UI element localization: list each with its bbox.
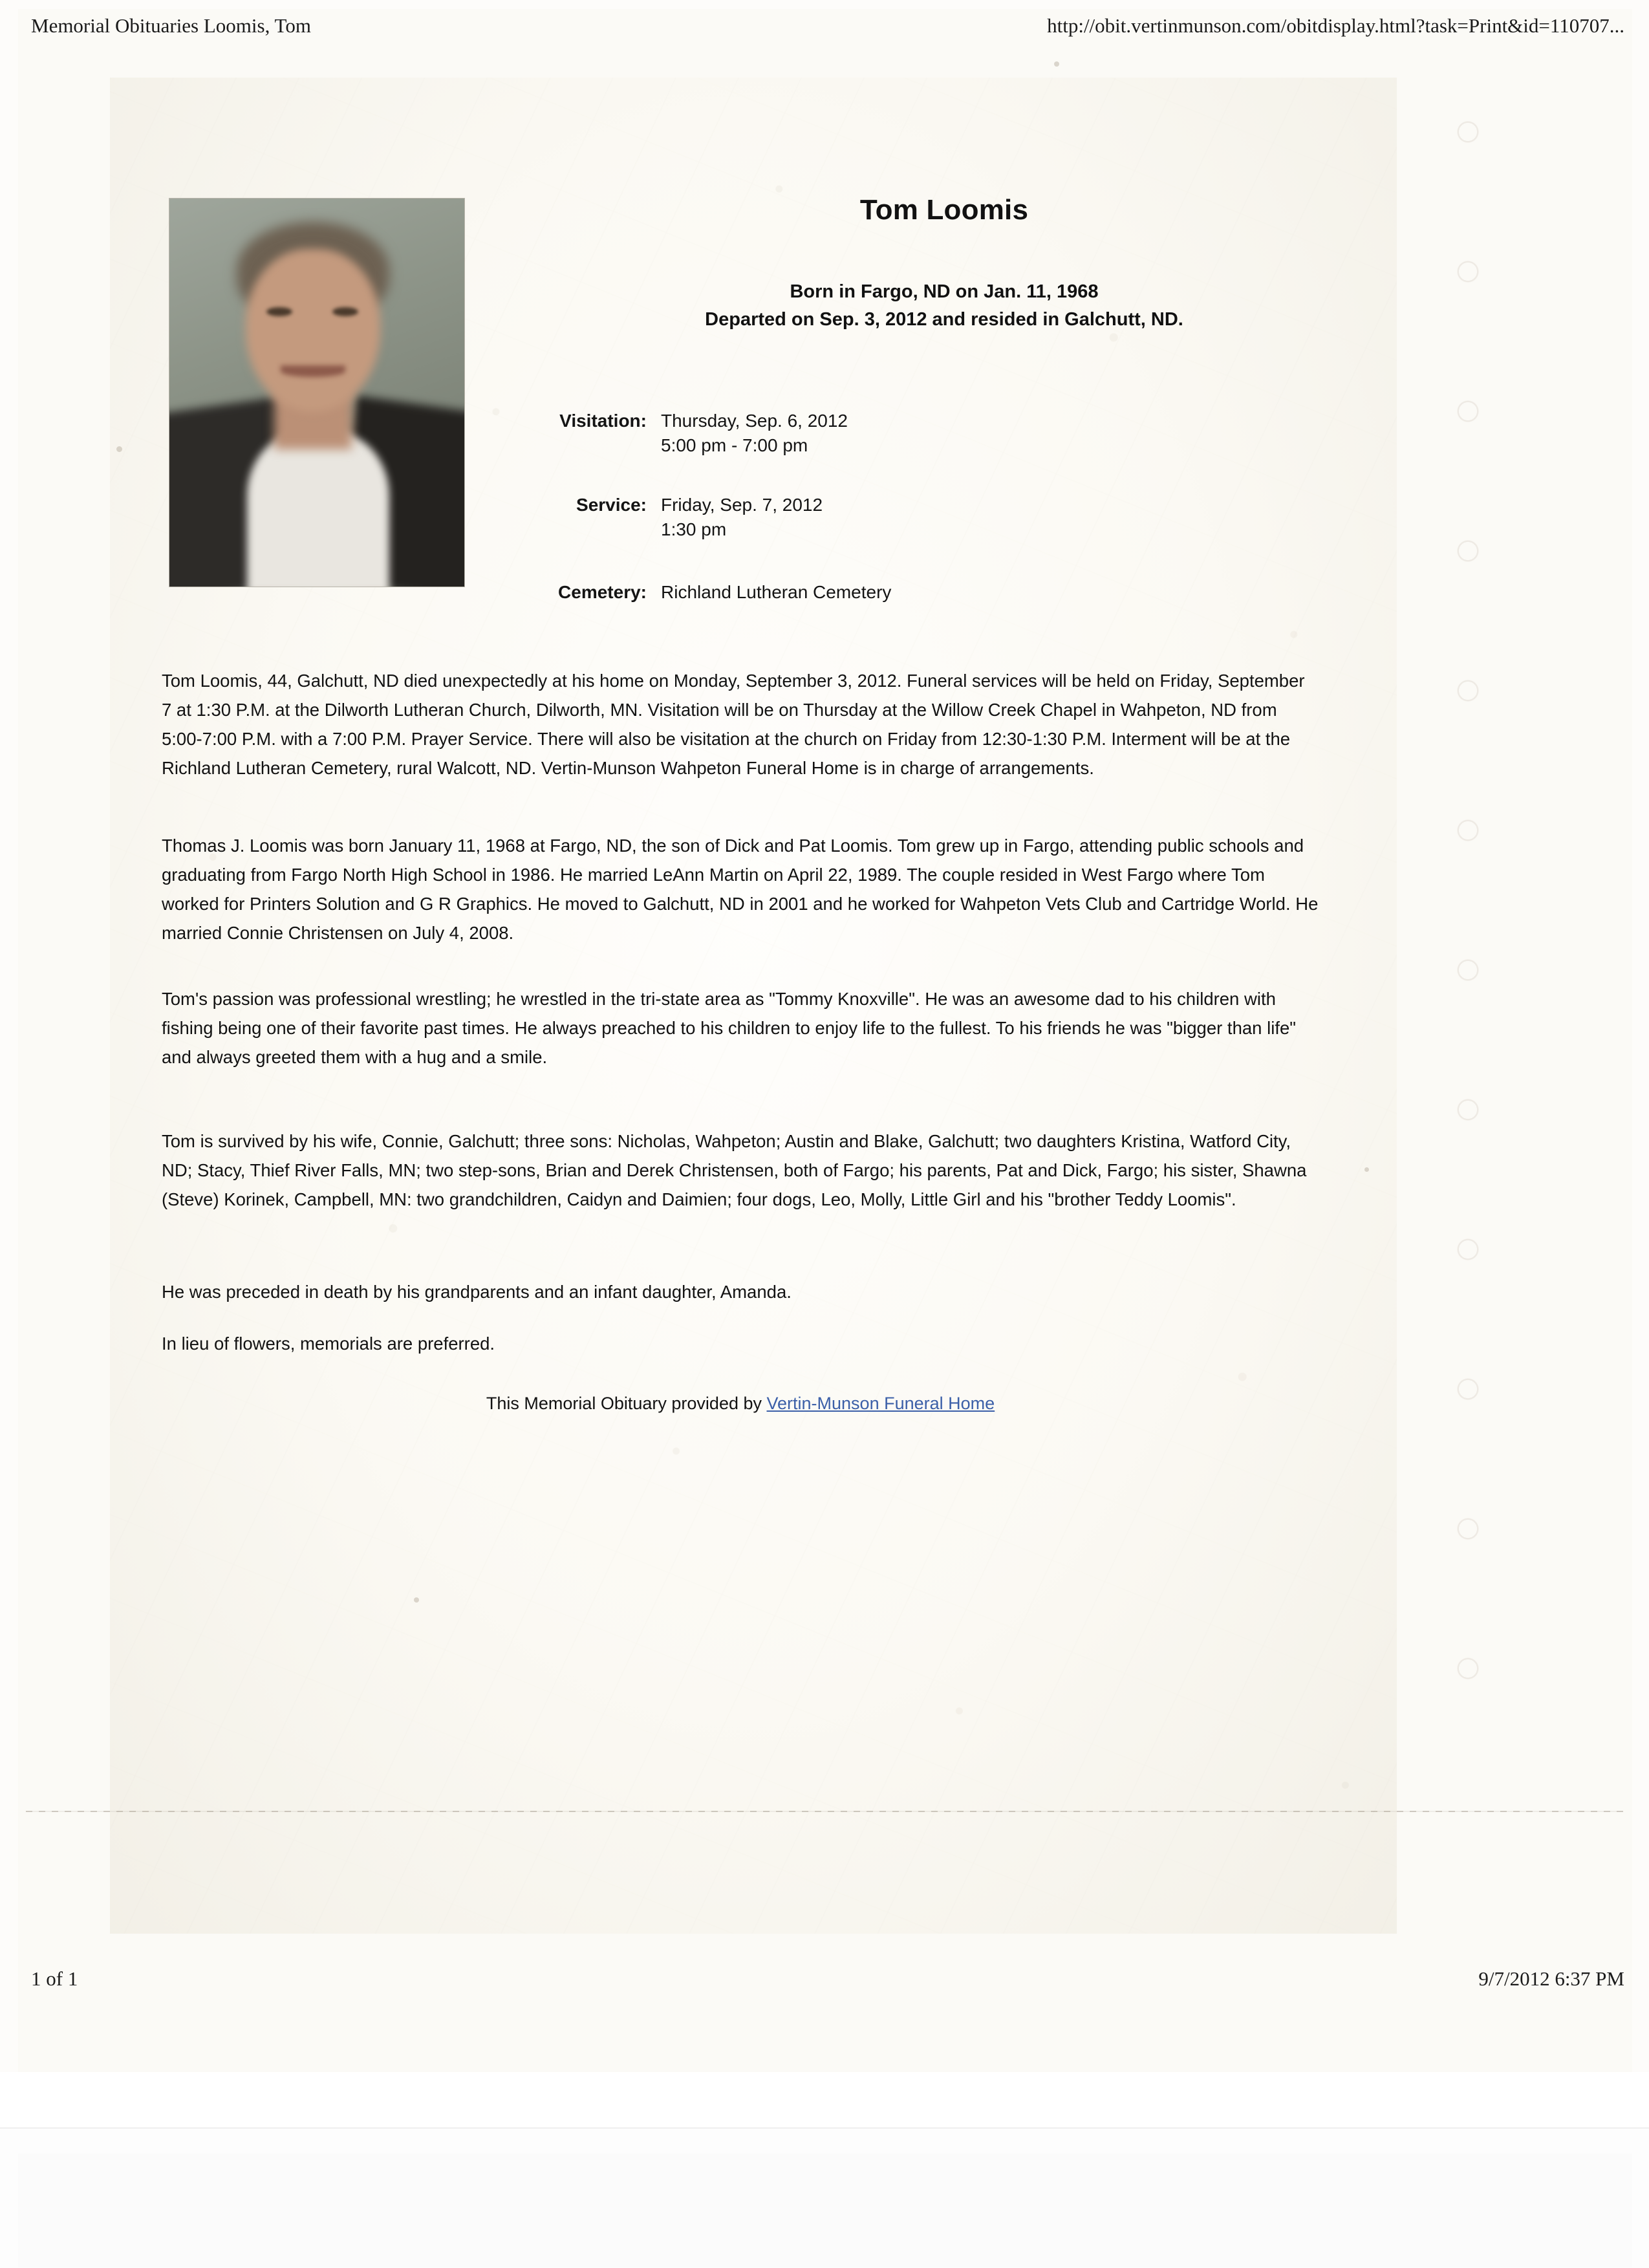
portrait-face <box>246 249 380 412</box>
obituary-paragraph: Tom is survived by his wife, Connie, Galchutt; three sons: Nicholas, Wahpeton; Austin and Blake, Galchutt; two daughters Kristina, Watford City, ND; Stacy, Thief River Falls, MN; two step-sons, Brian and Derek Christensen, both of Fargo; his parents, Pat and Dick, Fargo; his sister, Shawna (Steve) Korinek, Campbell, MN: two grandchildren, Caidyn and Daimien; four dogs, Leo, Molly, Little Girl and his "brother Teddy Loomis". <box>162 1131 1307 1209</box>
obituary-paragraph: Tom's passion was professional wrestling; he wrestled in the tri-state area as "Tommy Knoxville". He was an awesome dad to his children with fishing being one of their favorite past times. He always preached to his children to enjoy life to the fullest. To his friends he was "bigger than life" and always greeted them with a hug and a smile. <box>162 989 1297 1067</box>
print-footer-timestamp: 9/7/2012 6:37 PM <box>1478 1967 1624 1990</box>
obituary-paragraph: Tom Loomis, 44, Galchutt, ND died unexpectedly at his home on Monday, September 3, 2012. Funeral services will be held on Friday, September 7 at 1:30 P.M. at the Dilworth Lutheran Church, Dilworth, MN. Visitation will be on Thursday at the Willow Creek Chapel in Wahpeton, ND from 5:00-7:00 P.M. with a 7:00 P.M. Prayer Service. There will also be visitation at the church on Friday from 12:30-1:30 P.M. Interment will be at the Richland Lutheran Cemetery, rural Walcott, ND. Vertin-Munson Wahpeton Funeral Home is in charge of arrangements. <box>162 671 1305 778</box>
departed-line: Departed on Sep. 3, 2012 and resided in Galchutt, ND. <box>705 309 1183 330</box>
page-title: Tom Loomis <box>859 194 1029 226</box>
detail-value-service-date: Friday, Sep. 7, 2012 <box>661 495 823 515</box>
detail-value-service-time: 1:30 pm <box>661 519 727 539</box>
born-line: Born in Fargo, ND on Jan. 11, 1968 <box>790 281 1099 302</box>
portrait-photo <box>169 198 465 587</box>
portrait-mouth <box>281 365 345 377</box>
obituary-paragraph: He was preceded in death by his grandparents and an infant daughter, Amanda. <box>162 1282 792 1302</box>
funeral-home-link[interactable]: Vertin-Munson Funeral Home <box>766 1394 995 1413</box>
print-footer-page-number: 1 of 1 <box>31 1967 78 1990</box>
browser-print-footer <box>0 1967 1649 1996</box>
print-header-url: http://obit.vertinmunson.com/obitdisplay.html?task=Print&id=110707... <box>1047 14 1624 37</box>
portrait-shirt <box>247 431 389 587</box>
provided-by-line <box>162 1394 1319 1414</box>
print-header-title: Memorial Obituaries Loomis, Tom <box>31 14 311 37</box>
detail-value-visitation-time: 5:00 pm - 7:00 pm <box>661 435 808 455</box>
detail-label-cemetery: Cemetery: <box>558 582 647 602</box>
detail-value-cemetery: Richland Lutheran Cemetery <box>661 582 892 602</box>
obituary-paragraph: In lieu of flowers, memorials are preferred. <box>162 1334 495 1354</box>
detail-value-visitation-date: Thursday, Sep. 6, 2012 <box>661 411 848 431</box>
portrait-eye-left <box>266 307 292 316</box>
portrait-eye-right <box>332 307 358 316</box>
provided-by-text: This Memorial Obituary provided by <box>486 1394 767 1413</box>
obituary-paragraph: Thomas J. Loomis was born January 11, 1968 at Fargo, ND, the son of Dick and Pat Loomis. Tom grew up in Fargo, attending public schools and graduating from Fargo North High School in 1986. He married LeAnn Martin on April 22, 1989. The couple resided in West Fargo where Tom worked for Printers Solution and G R Graphics. He moved to Galchutt, ND in 2001 and he worked for Wahpeton Vets Club and Cartridge World. He married Connie Christensen on July 4, 2008. <box>162 836 1319 943</box>
detail-label-service: Service: <box>576 495 647 515</box>
detail-label-visitation: Visitation: <box>559 411 647 431</box>
